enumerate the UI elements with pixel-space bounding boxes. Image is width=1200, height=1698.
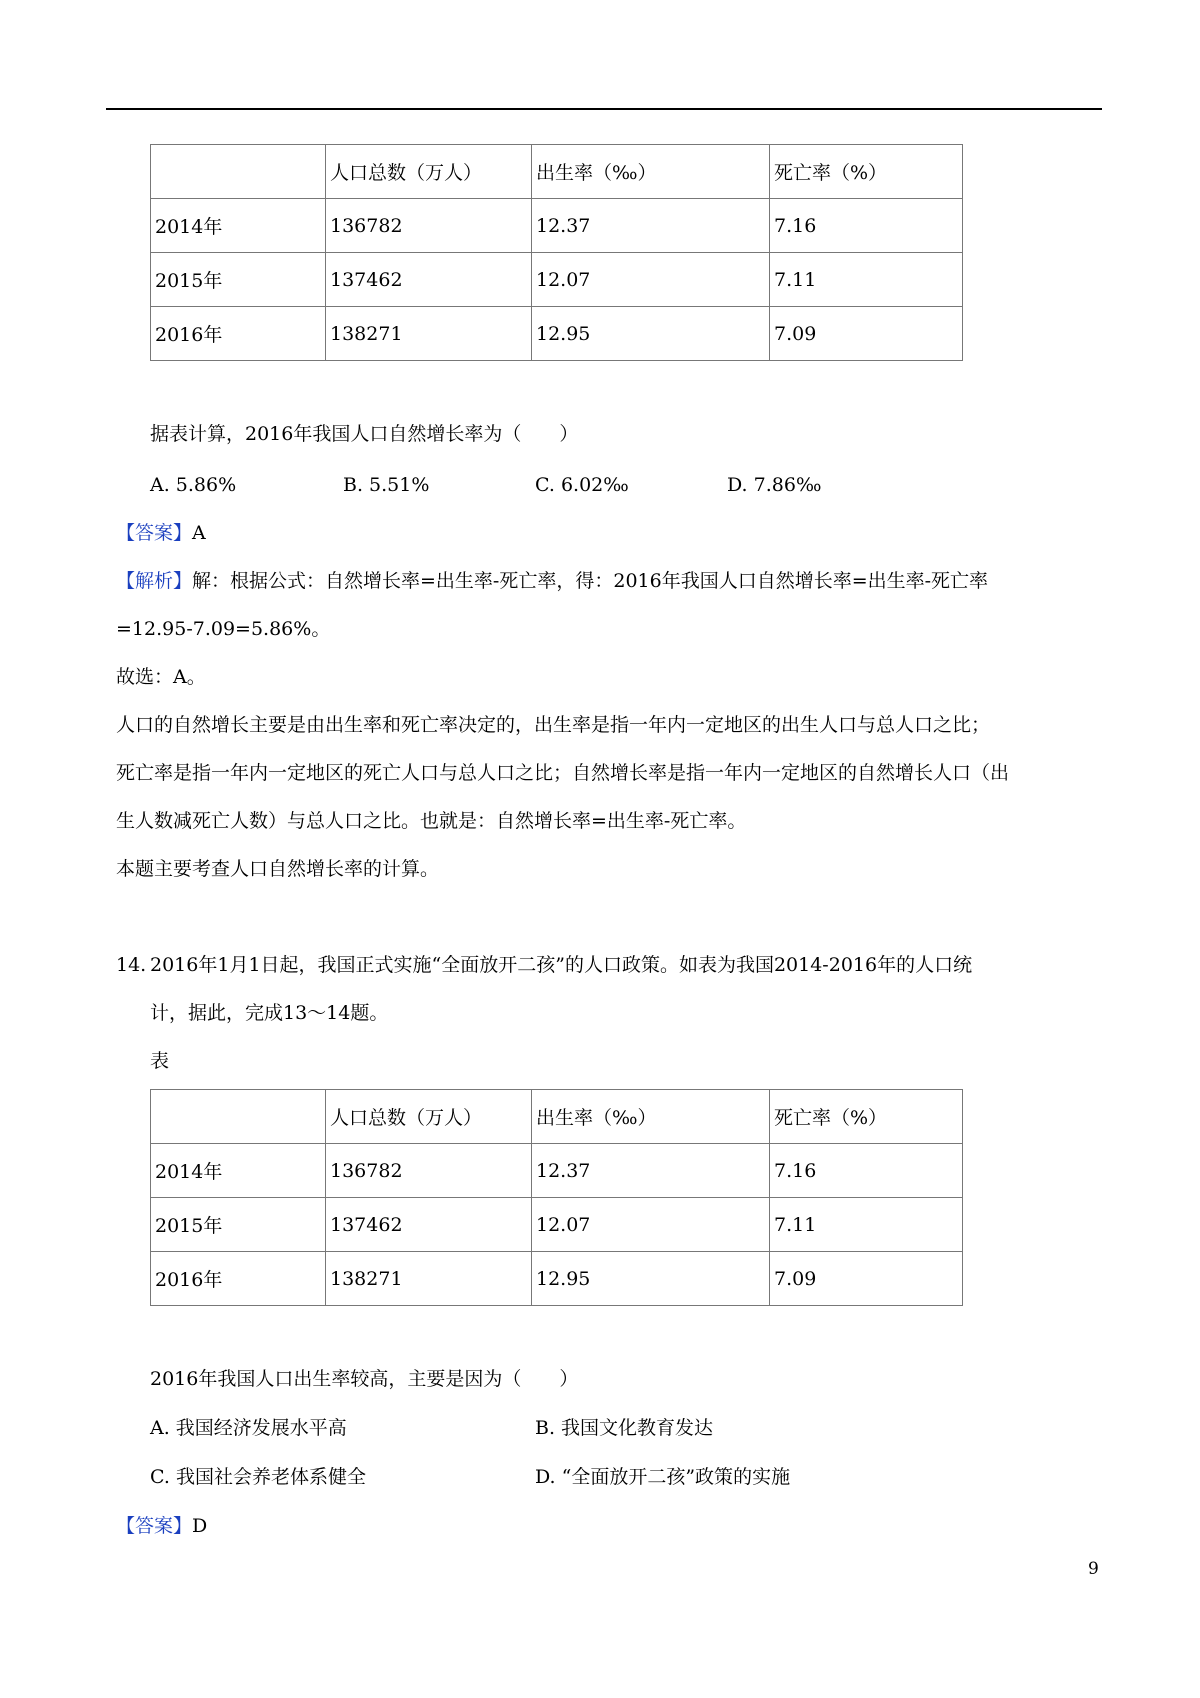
population-table-1	[150, 144, 963, 361]
q13-answer-line	[116, 520, 206, 546]
answer-tag: 【答案】	[116, 522, 193, 544]
q13-stem: 据表计算，2016年我国人口自然增长率为（ ）	[150, 423, 579, 445]
table-cell: 出生率（‰）	[532, 1090, 770, 1144]
table-cell: 2014年	[151, 1144, 326, 1198]
table-row	[151, 307, 963, 361]
q13-explain-line-2: 死亡率是指一年内一定地区的死亡人口与总人口之比；自然增长率是指一年内一定地区的自然增长人口（出	[116, 762, 1010, 784]
analysis-text: 解：根据公式：自然增长率=出生率-死亡率，得：2016年我国人口自然增长率=出生率-死亡率	[192, 570, 989, 592]
q14-stem: 2016年我国人口出生率较高，主要是因为（ ）	[150, 1368, 579, 1390]
header-rule	[106, 108, 1102, 110]
table-cell: 12.37	[532, 199, 770, 253]
q14-table-label: 表	[150, 1050, 170, 1072]
table-row	[151, 1144, 963, 1198]
table-cell: 7.16	[770, 1144, 963, 1198]
table-cell: 136782	[326, 1144, 532, 1198]
table-row	[151, 199, 963, 253]
table-cell: 2014年	[151, 199, 326, 253]
q14-intro-line-1: 2016年1月1日起，我国正式实施“全面放开二孩”的人口政策。如表为我国2014-2016年的人口统	[150, 954, 973, 976]
table-cell: 2016年	[151, 307, 326, 361]
q14-option-b: B. 我国文化教育发达	[535, 1417, 714, 1439]
q13-explain-line-1: 人口的自然增长主要是由出生率和死亡率决定的，出生率是指一年内一定地区的出生人口与总人口之比；	[116, 714, 991, 736]
table-cell	[151, 145, 326, 199]
q14-number: 14.	[116, 954, 147, 976]
q13-explain-line-3: 生人数减死亡人数）与总人口之比。也就是：自然增长率=出生率-死亡率。	[116, 810, 747, 832]
table-cell: 2016年	[151, 1252, 326, 1306]
q13-option-d: D. 7.86‰	[727, 474, 822, 496]
answer-tag: 【答案】	[116, 1515, 193, 1537]
table-cell: 死亡率（%）	[770, 1090, 963, 1144]
table-cell: 7.16	[770, 199, 963, 253]
q14-option-a: A. 我国经济发展水平高	[150, 1417, 347, 1439]
answer-value: A	[192, 522, 206, 544]
table-cell: 12.07	[532, 1198, 770, 1252]
table-cell: 138271	[326, 1252, 532, 1306]
page-number: 9	[1088, 1559, 1099, 1579]
q13-option-b: B. 5.51%	[343, 474, 430, 496]
q14-option-d: D. “全面放开二孩”政策的实施	[535, 1466, 791, 1488]
table-cell: 12.07	[532, 253, 770, 307]
table-cell: 死亡率（%）	[770, 145, 963, 199]
q13-option-a: A. 5.86%	[150, 474, 237, 496]
q13-choose: 故选：A。	[116, 666, 206, 688]
table-cell: 2015年	[151, 253, 326, 307]
table-cell: 7.11	[770, 1198, 963, 1252]
table-header-row	[151, 145, 963, 199]
table-cell: 137462	[326, 253, 532, 307]
table-cell: 2015年	[151, 1198, 326, 1252]
table-cell: 7.11	[770, 253, 963, 307]
table-cell: 人口总数（万人）	[326, 145, 532, 199]
answer-value: D	[192, 1515, 208, 1537]
q13-analysis-line-1	[116, 568, 988, 594]
table-cell: 12.37	[532, 1144, 770, 1198]
q13-option-c: C. 6.02‰	[535, 474, 629, 496]
table-cell: 12.95	[532, 1252, 770, 1306]
table-cell	[151, 1090, 326, 1144]
table-cell: 7.09	[770, 1252, 963, 1306]
table-header-row	[151, 1090, 963, 1144]
q14-option-c: C. 我国社会养老体系健全	[150, 1466, 366, 1488]
analysis-tag: 【解析】	[116, 570, 193, 592]
table-row	[151, 1198, 963, 1252]
table-cell: 137462	[326, 1198, 532, 1252]
q14-answer-line	[116, 1513, 207, 1539]
table-cell: 138271	[326, 307, 532, 361]
table-cell: 12.95	[532, 307, 770, 361]
table-cell: 出生率（‰）	[532, 145, 770, 199]
q13-focus: 本题主要考查人口自然增长率的计算。	[116, 858, 440, 880]
table-cell: 人口总数（万人）	[326, 1090, 532, 1144]
table-row	[151, 253, 963, 307]
table-cell: 136782	[326, 199, 532, 253]
q13-analysis-line-2: =12.95-7.09=5.86%。	[116, 618, 331, 640]
q14-intro-line-2: 计，据此，完成13～14题。	[150, 1002, 389, 1024]
population-table-2	[150, 1089, 963, 1306]
table-row	[151, 1252, 963, 1306]
table-cell: 7.09	[770, 307, 963, 361]
